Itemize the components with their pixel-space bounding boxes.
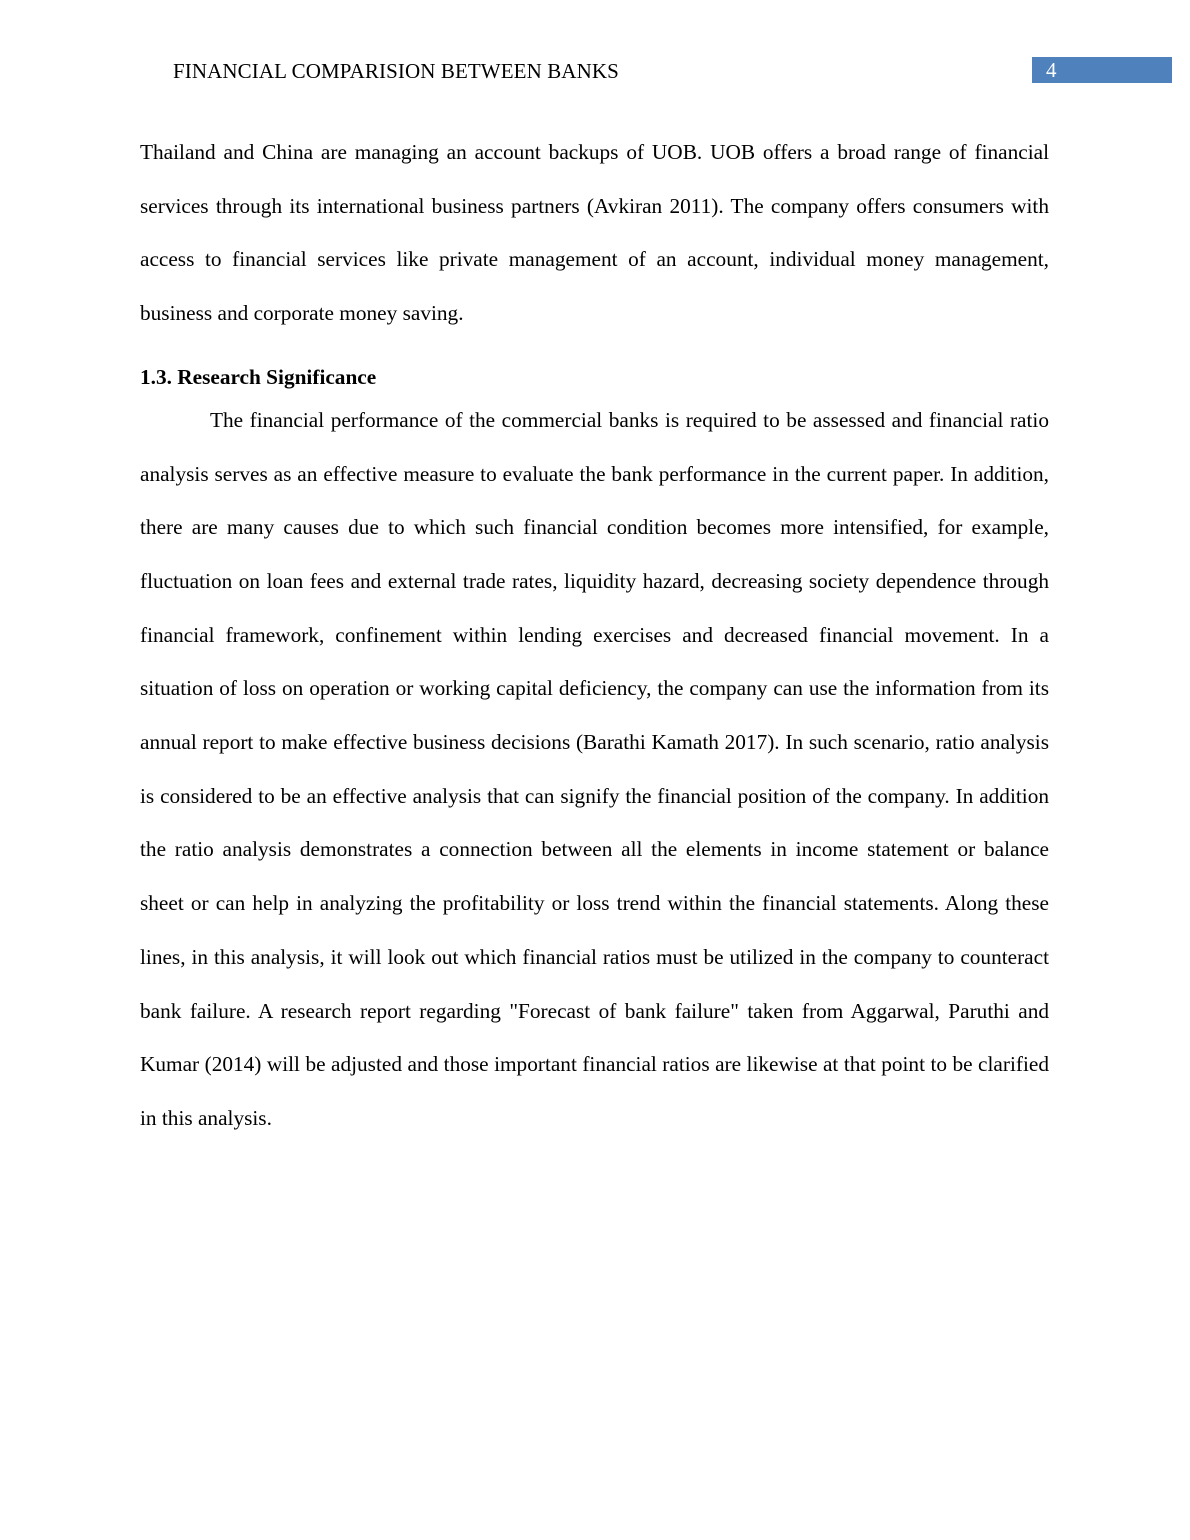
page-number: 4 bbox=[1046, 58, 1057, 82]
paragraph-uob-services: Thailand and China are managing an account backups of UOB. UOB offers a broad range of financial services through its international business partners (Avkiran 2011). The company offers consumers with access to financial services like private management of an account, individual money management, business and corporate money saving. bbox=[140, 140, 1049, 326]
running-header-title: FINANCIAL COMPARISION BETWEEN BANKS bbox=[173, 59, 619, 83]
document-body bbox=[140, 126, 1049, 1146]
page-number-badge bbox=[1032, 57, 1172, 83]
page-header bbox=[0, 0, 1190, 100]
paragraph-research-significance: The financial performance of the commercial banks is required to be assessed and financial ratio analysis serves as an effective measure to evaluate the bank performance in the current paper. In addition, there are many causes due to which such financial condition becomes more intensified, for example, fluctuation on loan fees and external trade rates, liquidity hazard, decreasing society dependence through financial framework, confinement within lending exercises and decreased financial movement. In a situation of loss on operation or working capital deficiency, the company can use the information from its annual report to make effective business decisions (Barathi Kamath 2017). In such scenario, ratio analysis is considered to be an effective analysis that can signify the financial position of the company. In addition the ratio analysis demonstrates a connection between all the elements in income statement or balance sheet or can help in analyzing the profitability or loss trend within the financial statements. Along these lines, in this analysis, it will look out which financial ratios must be utilized in the company to counteract bank failure. A research report regarding "Forecast of bank failure" taken from Aggarwal, Paruthi and Kumar (2014) will be adjusted and those important financial ratios are likewise at that point to be clarified in this analysis. bbox=[140, 407, 1049, 1130]
section-heading-research-significance: 1.3. Research Significance bbox=[140, 364, 377, 389]
